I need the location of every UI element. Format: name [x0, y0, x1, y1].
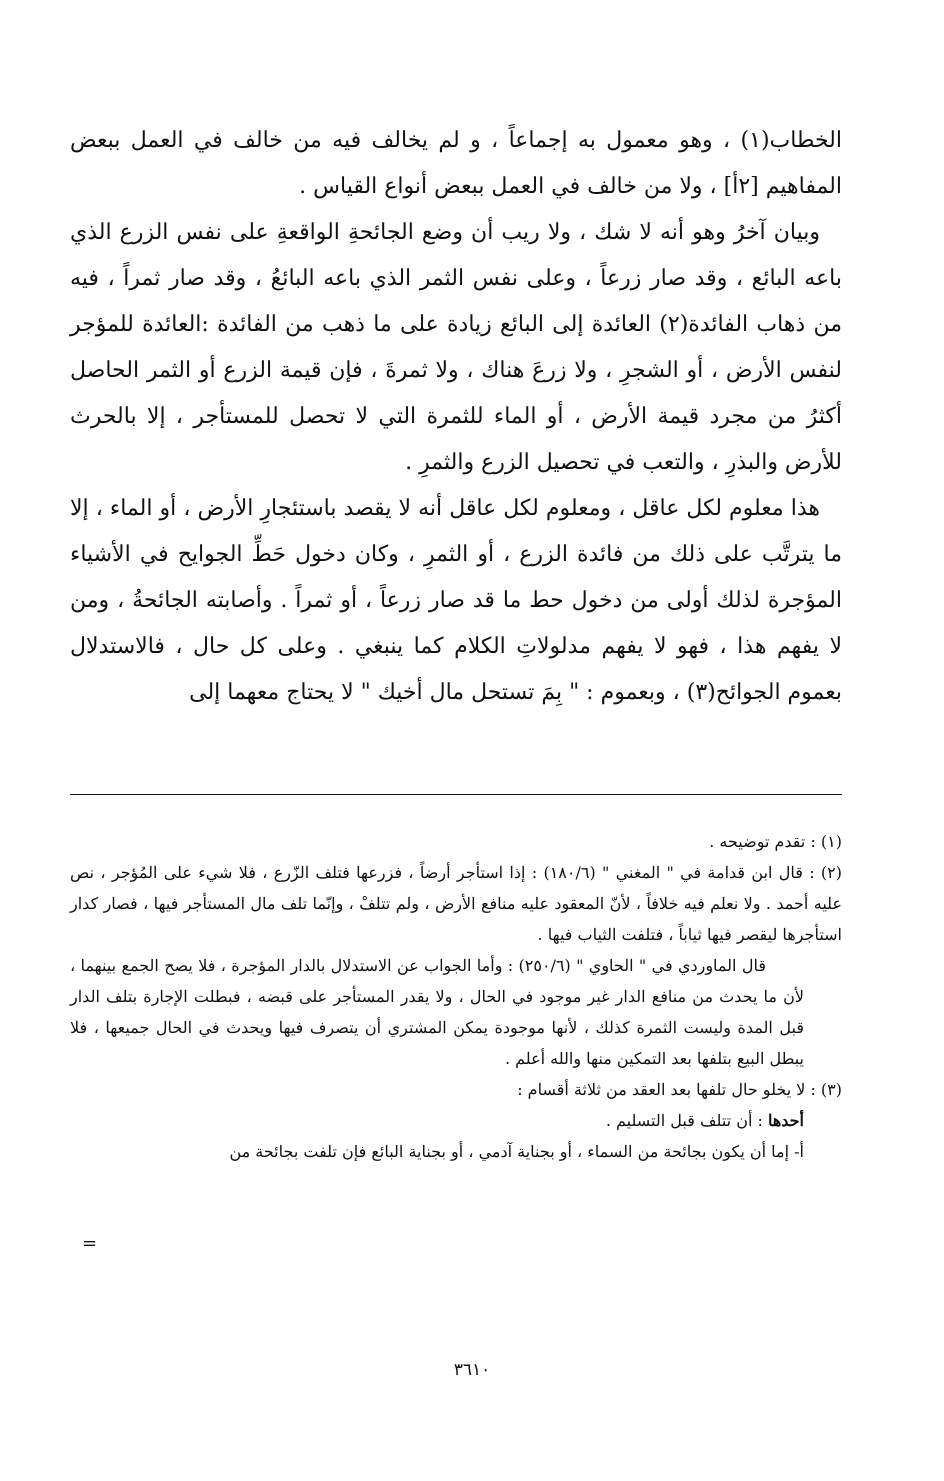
footnote-3-first-label: أحدها: [767, 1111, 804, 1130]
footnote-2-continuation: قال الماوردي في " الحاوي " (٢٥٠/٦) : وأما الجواب عن الاستدلال بالدار المؤجرة ، فلا يصح الجمع بينهما ، لأن ما يحدث من منافع الدار غير موجود في الحال ، ولا يقدر المستأجر على قبضه ، فبطلت الإجارة بتلف الدار قبل المدة وليست الثمرة كذلك ، لأنها موجودة يمكن المشتري أن يتصرف فيها ويحدث في الحال جميعها ، فلا يبطل البيع بتلفها بعد التمكين منها والله أعلم .: [70, 956, 805, 1068]
footnote-3-first: [70, 1105, 842, 1136]
paragraph-2: وبيان آخرُ وهو أنه لا شك ، ولا ريب أن وضع الجائحةِ الواقعةِ على نفس الزرع الذي باعه البائع ، وقد صار زرعاً ، وعلى نفس الثمر الذي باعه البائعُ ، وقد صار ثمراً ، فيه من ذهاب الفائدة(٢) العائدة إلى البائع زيادة على ما ذهب من الفائدة :العائدة للمؤجر لنفس الأرض ، أو الشجرِ ، ولا زرعَ هناك ، ولا ثمرةَ ، فإن قيمة الزرع أو الثمر الحاصل أكثرُ من مجرد قيمة الأرض ، أو الماء للثمرة التي لا تحصل للمستأجر ، إلا بالحرث للأرض والبذرِ ، والتعب في تحصيل الزرع والثمرِ .: [70, 220, 842, 475]
footnote-2: (٢) : قال ابن قدامة في " المغني " (١٨٠/٦) : إذا استأجر أرضاً ، فزرعها فتلف الزّرع ، فلا شيء على المُؤجر ، نص عليه أحمد . ولا نعلم فيه خلافاً ، لأنّ المعقود عليه منافع الأرض ، ولم تتلفْ ، وإنّما تلف مال المستأجر فيها ، فصار كدار استأجرها ليقصر فيها ثياباً ، فتلفت الثياب فيها .: [70, 863, 842, 944]
footnote-separator: [70, 794, 842, 795]
footnote-3-first-text: : أن تتلف قبل التسليم .: [605, 1111, 768, 1130]
footnotes: [70, 826, 842, 1167]
continuation-mark: =: [82, 1233, 98, 1254]
paragraph-1: الخطاب(١) ، وهو معمول به إجماعاً ، و لم يخالف فيه من خالف في العمل ببعض المفاهيم [٢أ] ، ولا من خالف في العمل ببعض أنواع القياس .: [70, 128, 842, 199]
paragraph-3: هذا معلوم لكل عاقل ، ومعلوم لكل عاقل أنه لا يقصد باستئجارِ الأرض ، أو الماء ، إلا ما يترتَّب على ذلك من فائدة الزرع ، أو الثمرِ ، وكان دخول حَطِّ الجوايح في الأشياء المؤجرة لذلك أولى من دخول حط ما قد صار زرعاً ، أو ثمراً . وأصابته الجائحةُ ، ومن لا يفهم هذا ، فهو لا يفهم مدلولاتِ الكلام كما ينبغي . وعلى كل حال ، فالاستدلال بعموم الجوائح(٣) ، وبعموم : " بِمَ تستحل مال أخيك " لا يحتاج معهما إلى: [70, 496, 842, 705]
footnote-3: (٣) : لا يخلو حال تلفها بعد العقد من ثلاثة أقسام :: [517, 1080, 842, 1099]
page-number: ٣٦١٠: [453, 1360, 491, 1380]
footnote-1: (١) : تقدم توضيحه .: [709, 832, 842, 851]
footnote-3-a: أ- إما أن يكون بجائحة من السماء ، أو بجناية آدمي ، أو بجناية البائع فإن تلفت بجائحة من: [229, 1142, 804, 1161]
main-text: [70, 118, 842, 716]
